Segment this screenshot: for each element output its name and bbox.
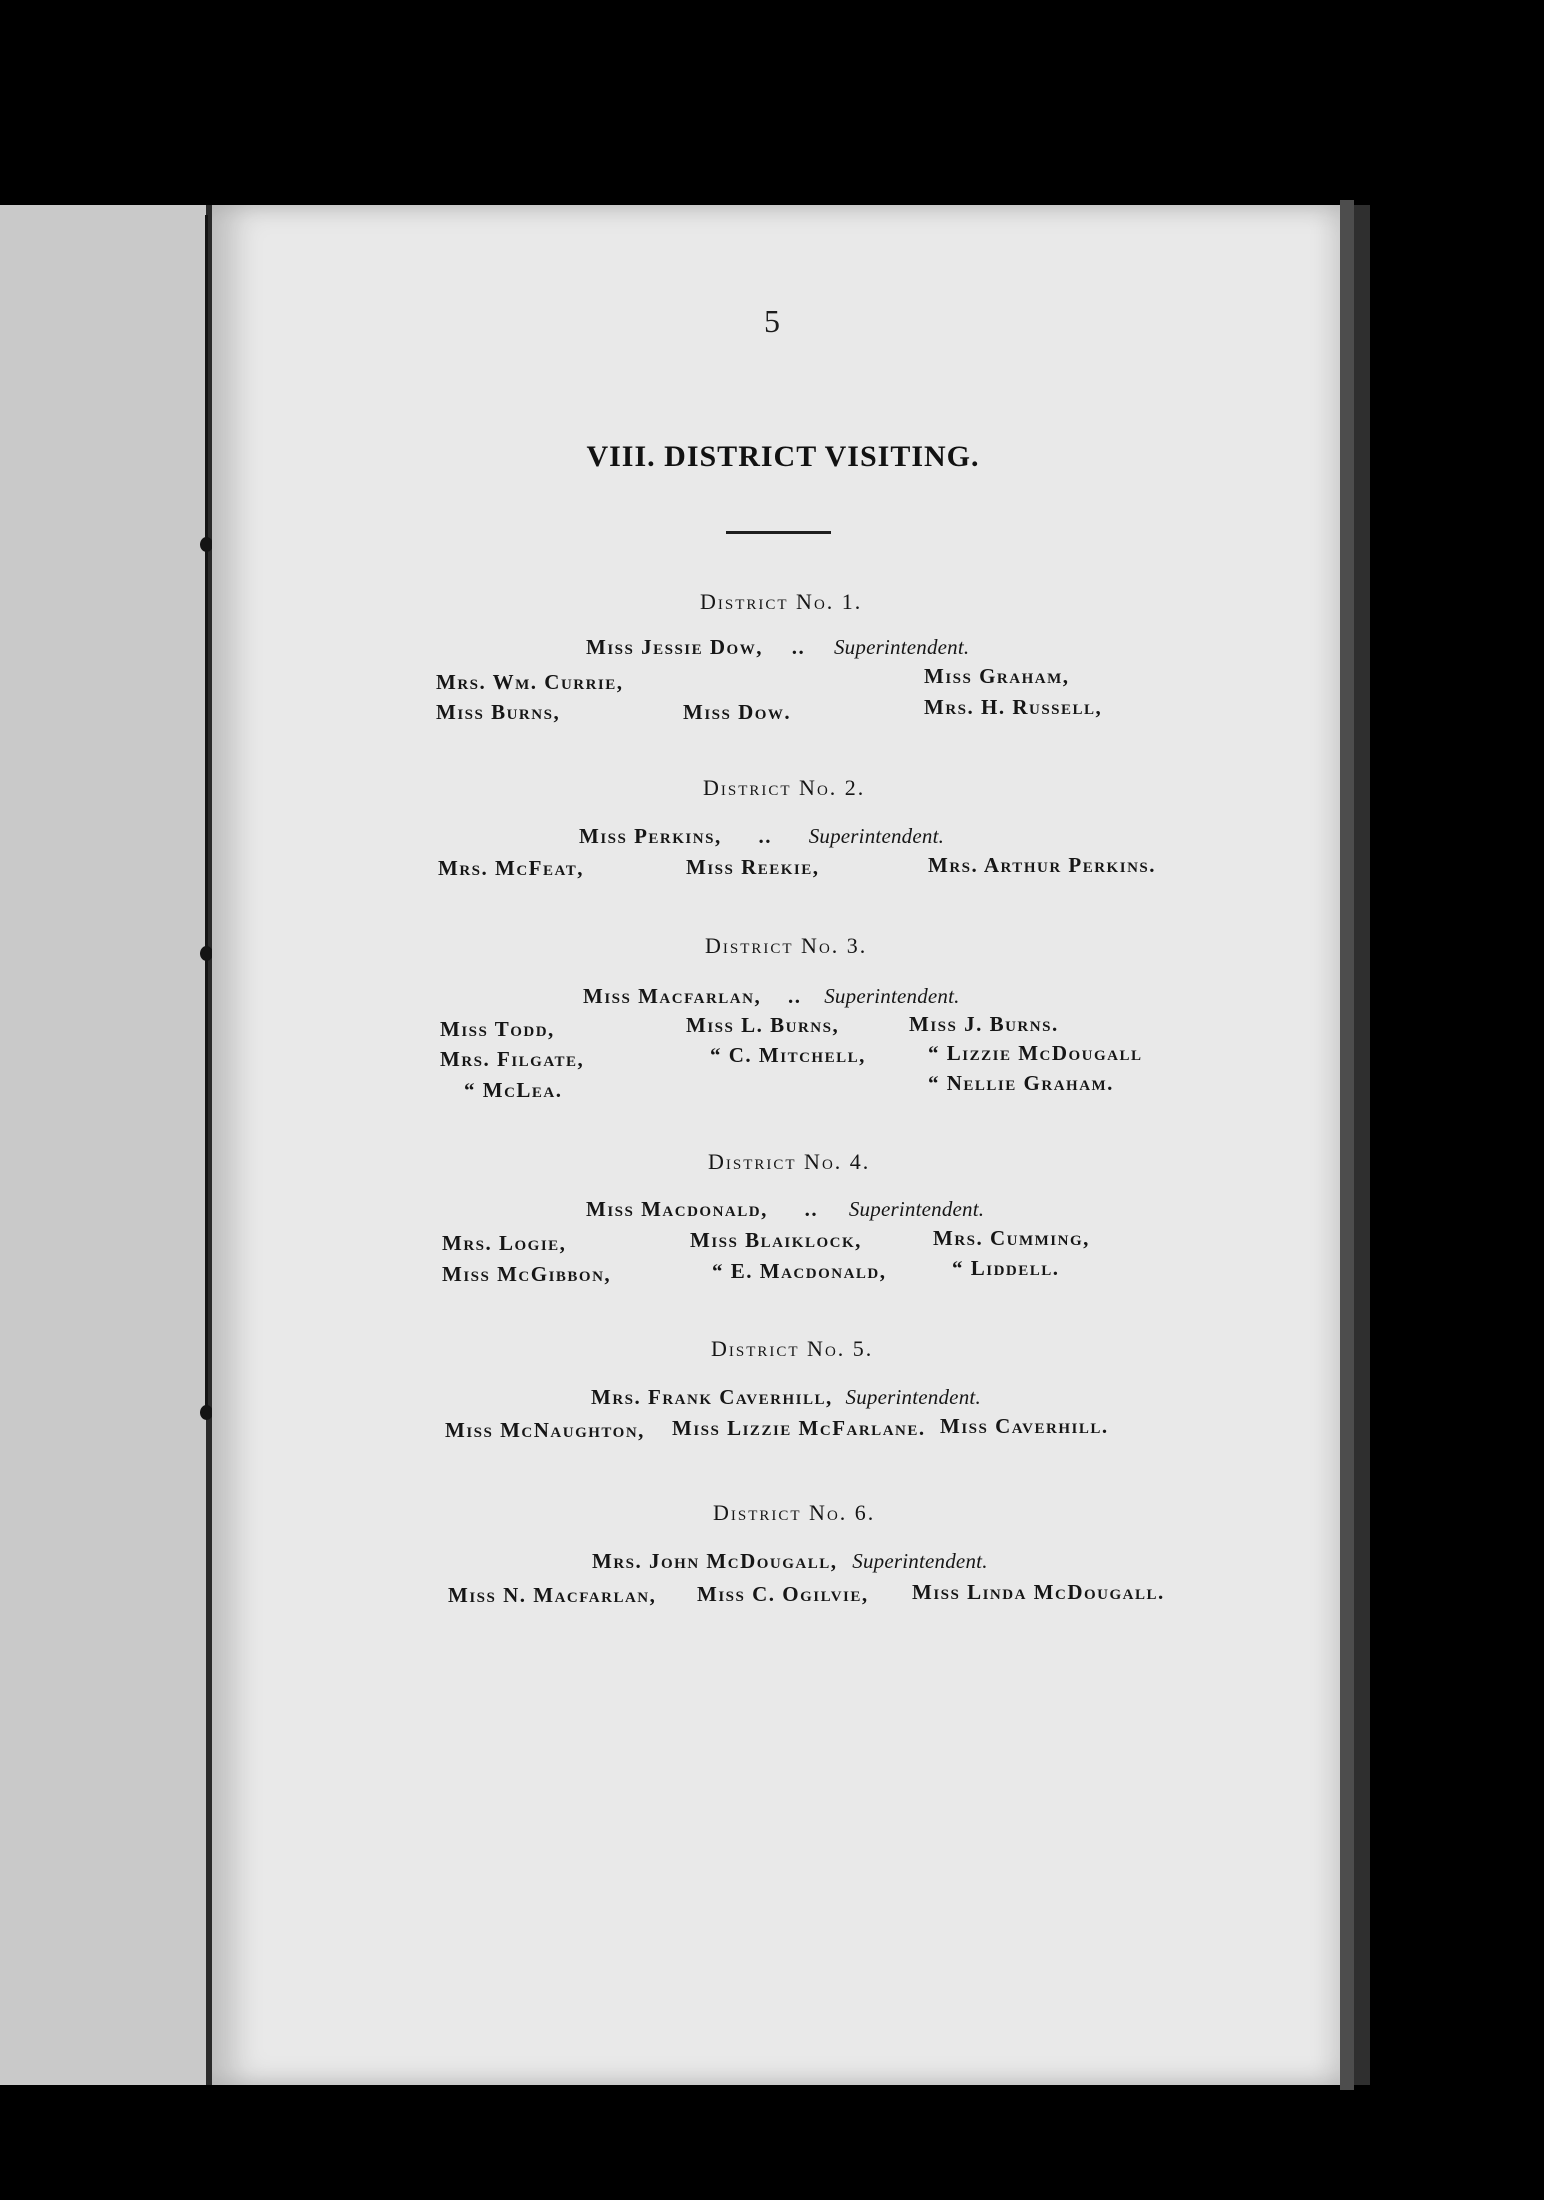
page-number: 5 xyxy=(764,303,780,339)
member-name: Miss Graham, xyxy=(924,664,1070,688)
section-heading: VIII. DISTRICT VISITING. xyxy=(586,440,980,473)
superintendent-line xyxy=(591,1385,981,1410)
member-name: Mrs. Cumming, xyxy=(933,1226,1090,1250)
member-name: Mrs. Arthur Perkins. xyxy=(928,853,1156,877)
member-name: Miss Dow. xyxy=(683,700,792,724)
member-name: Miss J. Burns. xyxy=(909,1012,1059,1036)
superintendent-name: Miss Macfarlan, xyxy=(583,984,762,1008)
heading-rule xyxy=(726,531,831,534)
superintendent-role: Superintendent. xyxy=(848,1197,985,1221)
superintendent-line xyxy=(586,1197,984,1222)
book-cover-edge xyxy=(1354,205,1370,2085)
district-title: District No. 2. xyxy=(703,775,866,800)
member-name: Miss Linda McDougall. xyxy=(912,1580,1165,1604)
right-page xyxy=(212,205,1340,2085)
member-name: Miss L. Burns, xyxy=(686,1013,840,1037)
member-name: “ C. Mitchell, xyxy=(710,1043,866,1067)
superintendent-role: Superintendent. xyxy=(852,1549,988,1573)
member-name: Miss McNaughton, xyxy=(445,1418,645,1442)
superintendent-name: Mrs. Frank Caverhill, xyxy=(591,1385,833,1409)
superintendent-role: Superintendent. xyxy=(833,635,970,659)
member-name: Miss N. Macfarlan, xyxy=(448,1583,657,1607)
member-name: Miss Lizzie McFarlane. xyxy=(672,1416,926,1440)
member-name: Miss Reekie, xyxy=(686,855,820,879)
member-name: Mrs. Wm. Currie, xyxy=(436,670,624,694)
member-name: Miss McGibbon, xyxy=(442,1262,612,1286)
superintendent-role: Superintendent. xyxy=(808,824,945,848)
leader-dots: .. xyxy=(758,824,772,848)
member-name: “ Lizzie McDougall xyxy=(928,1041,1143,1065)
member-name: Miss Caverhill. xyxy=(940,1414,1109,1438)
member-name: “ McLea. xyxy=(464,1078,563,1102)
district-title: District No. 5. xyxy=(711,1336,874,1361)
leader-dots: .. xyxy=(787,984,802,1008)
district-title: District No. 6. xyxy=(713,1500,876,1525)
superintendent-role: Superintendent. xyxy=(845,1385,981,1409)
member-name: “ Nellie Graham. xyxy=(928,1071,1114,1095)
leader-dots: .. xyxy=(791,635,806,659)
superintendent-name: Miss Perkins, xyxy=(579,824,722,848)
member-name: Mrs. Filgate, xyxy=(440,1047,585,1071)
member-name: Mrs. McFeat, xyxy=(438,856,584,880)
member-name: Mrs. H. Russell, xyxy=(924,695,1103,719)
member-name: Miss C. Ogilvie, xyxy=(697,1582,869,1606)
superintendent-line xyxy=(579,824,944,849)
district-title: District No. 4. xyxy=(708,1149,871,1174)
superintendent-name: Mrs. John McDougall, xyxy=(592,1549,838,1573)
page-stack-edge xyxy=(1340,200,1354,2090)
district-title: District No. 1. xyxy=(700,589,863,614)
leader-dots: .. xyxy=(804,1197,819,1221)
district-title: District No. 3. xyxy=(705,933,868,958)
binding-thread xyxy=(205,215,208,1415)
member-name: “ E. Macdonald, xyxy=(712,1259,887,1283)
member-name: Miss Blaiklock, xyxy=(690,1228,862,1252)
superintendent-line xyxy=(592,1549,988,1574)
member-name: Miss Burns, xyxy=(436,700,561,724)
superintendent-line xyxy=(586,635,969,660)
left-page-edge xyxy=(0,205,212,2085)
member-name: Mrs. Logie, xyxy=(442,1231,567,1255)
superintendent-role: Superintendent. xyxy=(824,984,960,1008)
superintendent-line xyxy=(583,984,960,1009)
member-name: “ Liddell. xyxy=(952,1256,1060,1280)
superintendent-name: Miss Macdonald, xyxy=(586,1197,768,1221)
member-name: Miss Todd, xyxy=(440,1017,555,1041)
superintendent-name: Miss Jessie Dow, xyxy=(586,635,763,659)
